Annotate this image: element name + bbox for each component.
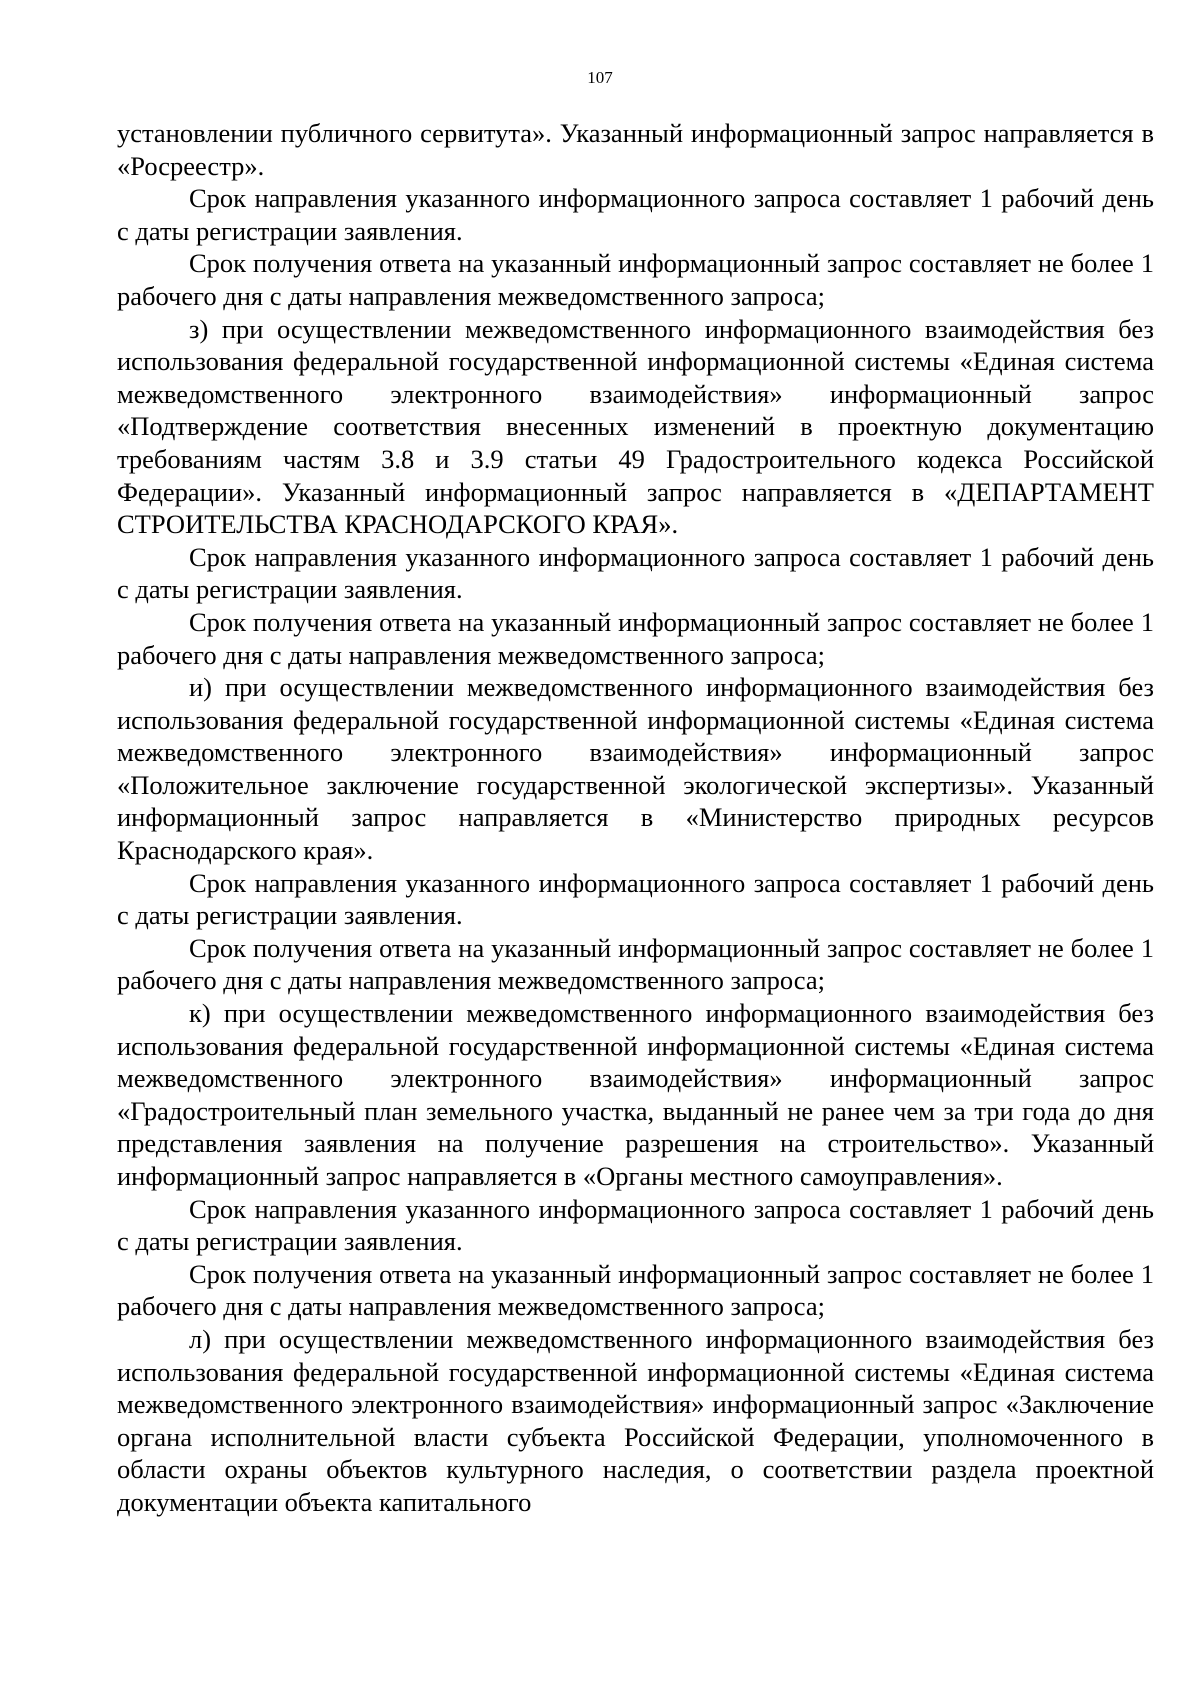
paragraph: Срок направления указанного информационного запроса составляет 1 рабочий день с даты регистрации заявления. <box>117 183 1154 246</box>
paragraph: и) при осуществлении межведомственного информационного взаимодействия без использования федеральной государственной информационной системы «Единая система межведомственного электронного взаимодействия» информационный запрос «Положительное заключение государственной экологической экспертизы». Указанный информационный запрос направляется в «Министерство природных ресурсов Краснодарского края». <box>117 672 1154 866</box>
paragraph: Срок получения ответа на указанный информационный запрос составляет не более 1 рабочего дня с даты направления межведомственного запроса; <box>117 932 1154 996</box>
paragraph: Срок направления указанного информационного запроса составляет 1 рабочий день с даты регистрации заявления. <box>117 541 1154 605</box>
page-number: 107 <box>587 68 613 87</box>
document-body <box>117 117 1154 1519</box>
paragraph-last: л) при осуществлении межведомственного информационного взаимодействия без использования федеральной государственной информационной системы «Единая система межведомственного электронного взаимодействия» информационный запрос «Заключение органа исполнительной власти субъекта Российской Федерации, уполномоченного в области охраны объектов культурного наследия, о соответствии раздела проектной документации объекта капитального <box>117 1323 1154 1517</box>
paragraph: Срок направления указанного информационного запроса составляет 1 рабочий день с даты регистрации заявления. <box>117 867 1154 931</box>
paragraph: з) при осуществлении межведомственного информационного взаимодействия без использования федеральной государственной информационной системы «Единая система межведомственного электронного взаимодействия» информационный запрос «Подтверждение соответствия внесенных изменений в проектную документацию требованиям частям 3.8 и 3.9 статьи 49 Градостроительного кодекса Российской Федерации». Указанный информационный запрос направляется в «ДЕПАРТАМЕНТ СТРОИТЕЛЬСТВА КРАСНОДАРСКОГО КРАЯ». <box>117 313 1154 540</box>
paragraph: установлении публичного сервитута». Указанный информационный запрос направляется в «Росреестр». <box>117 118 1154 181</box>
paragraph: Срок получения ответа на указанный информационный запрос составляет не более 1 рабочего дня с даты направления межведомственного запроса; <box>117 1258 1154 1322</box>
paragraph: Срок получения ответа на указанный информационный запрос составляет не более 1 рабочего дня с даты направления межведомственного запроса; <box>117 248 1154 311</box>
paragraph: Срок получения ответа на указанный информационный запрос составляет не более 1 рабочего дня с даты направления межведомственного запроса; <box>117 606 1154 670</box>
paragraph: Срок направления указанного информационного запроса составляет 1 рабочий день с даты регистрации заявления. <box>117 1193 1154 1257</box>
paragraph: к) при осуществлении межведомственного информационного взаимодействия без использования федеральной государственной информационной системы «Единая система межведомственного электронного взаимодействия» информационный запрос «Градостроительный план земельного участка, выданный не ранее чем за три года до дня представления заявления на получение разрешения на строительство». Указанный информационный запрос направляется в «Органы местного самоуправления». <box>117 998 1154 1191</box>
